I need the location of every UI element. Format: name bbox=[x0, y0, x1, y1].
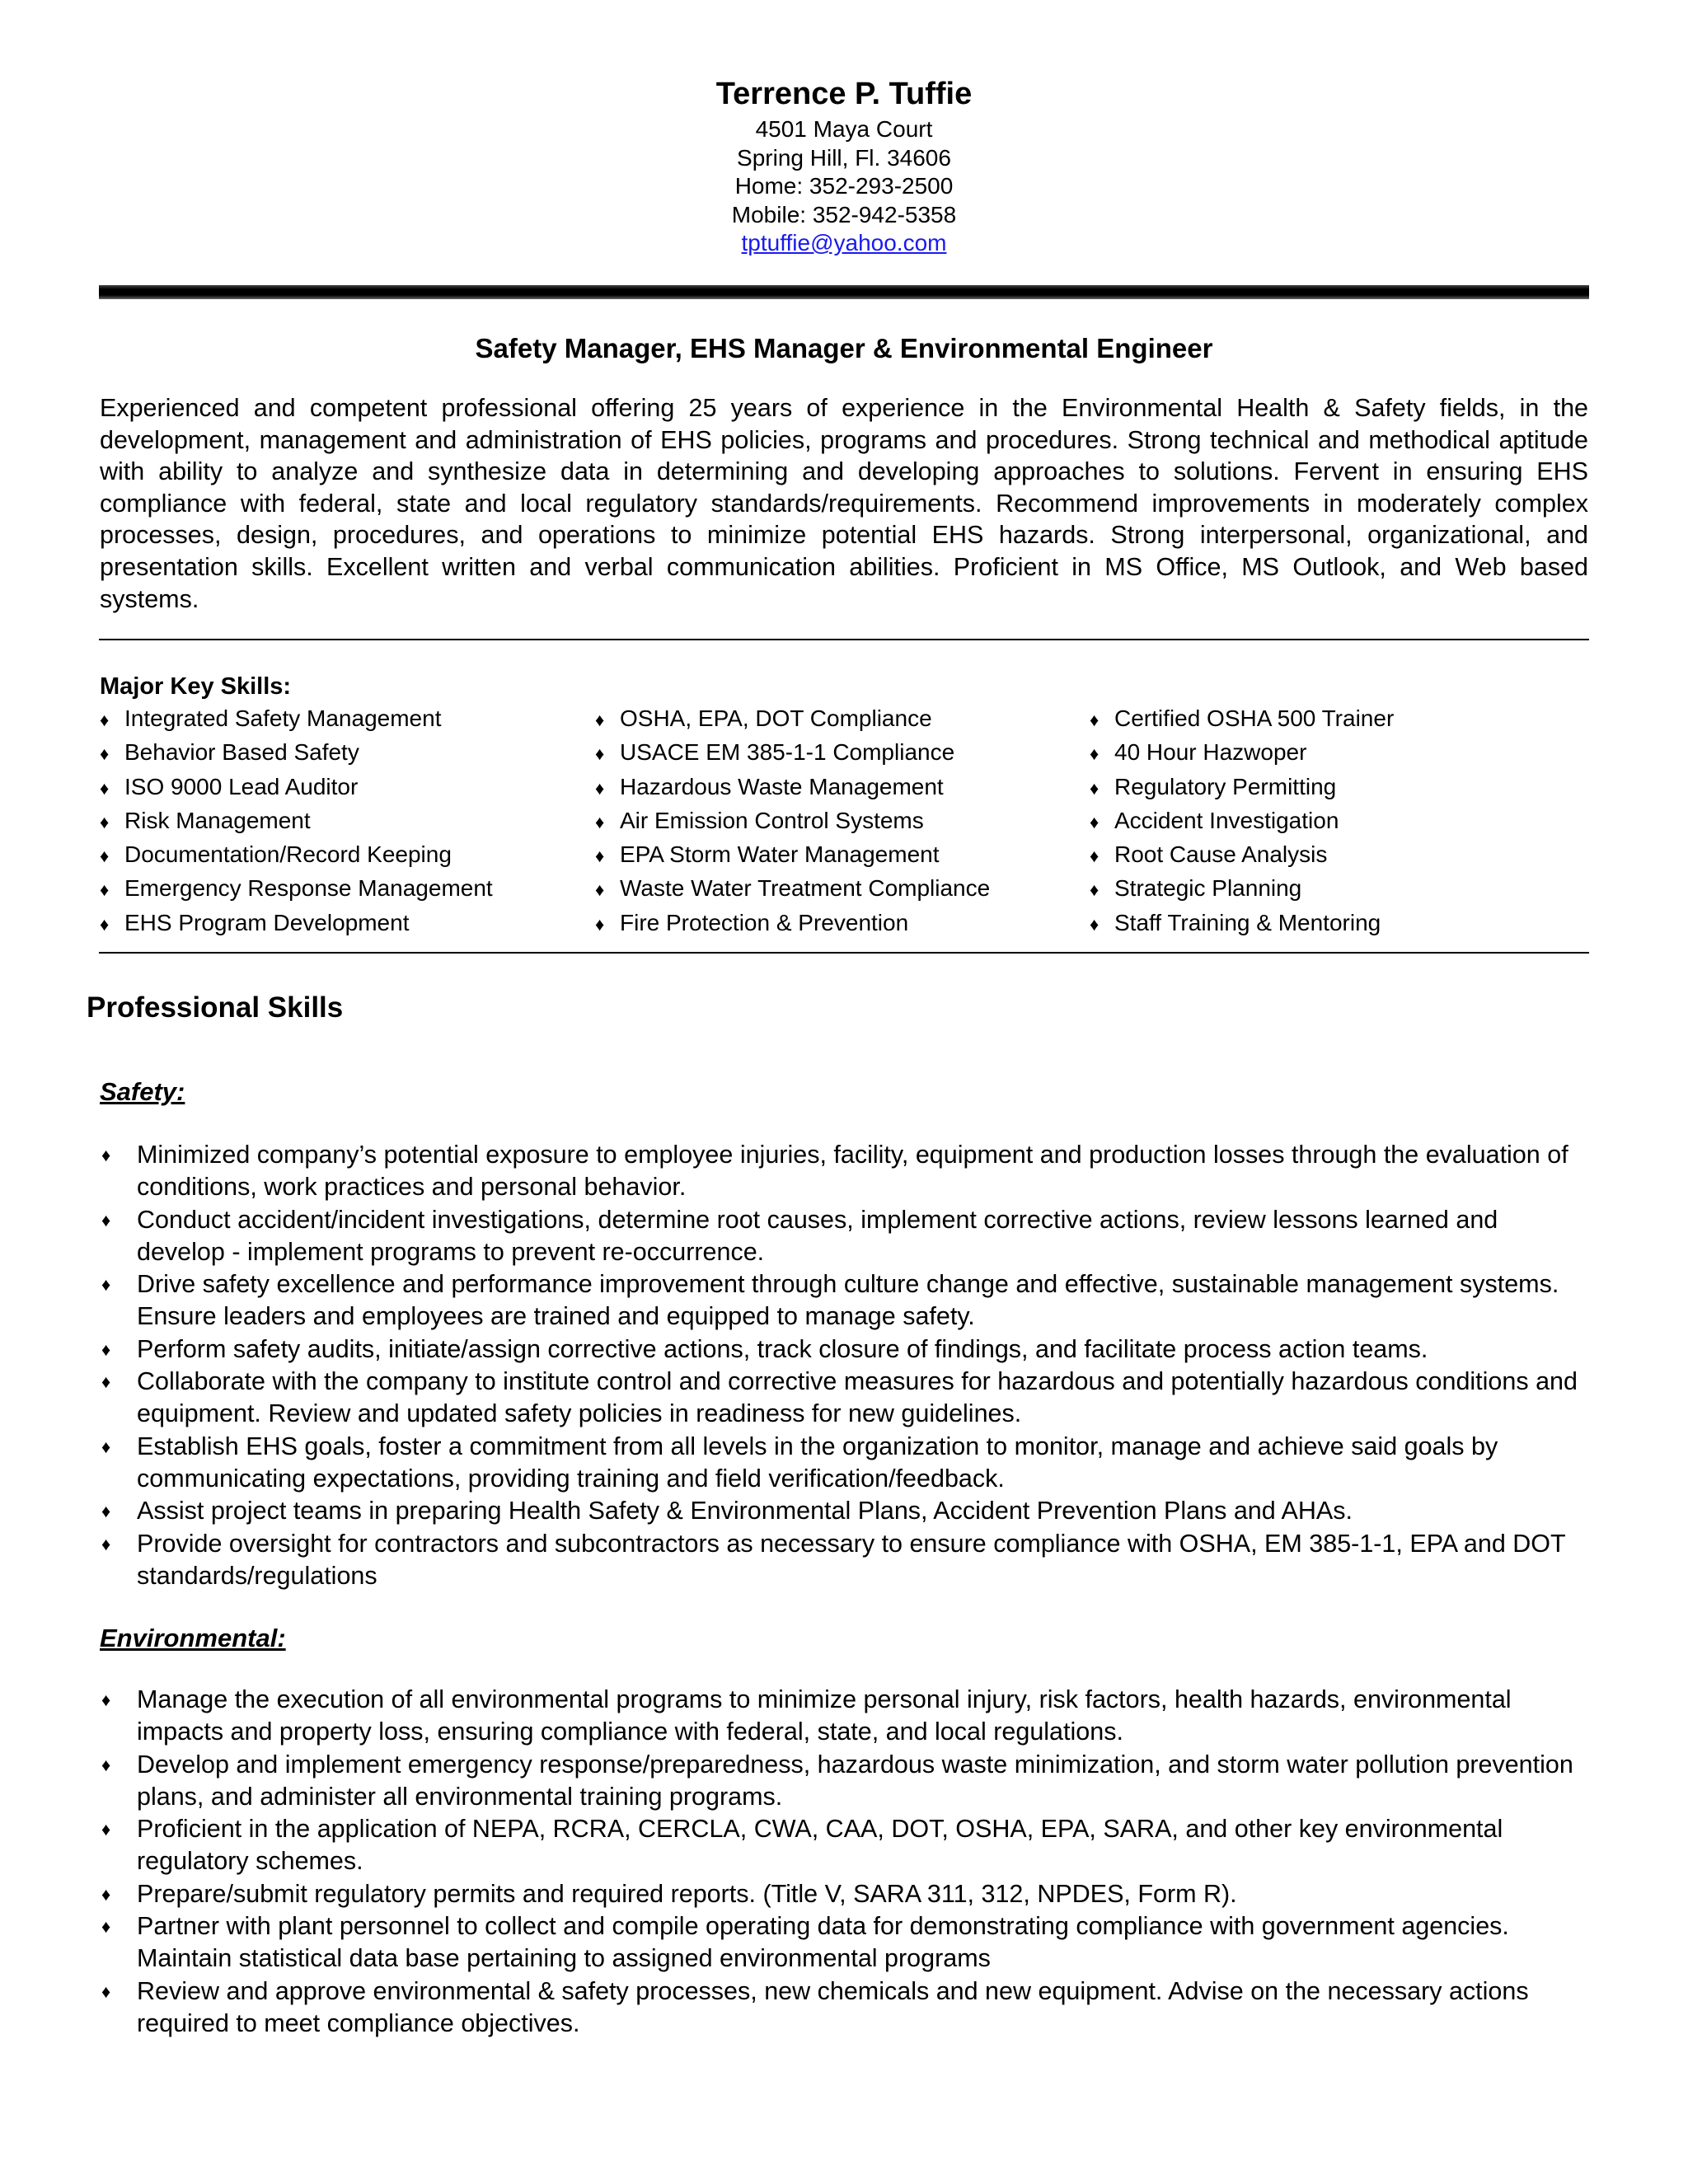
street-address: 4501 Maya Court bbox=[755, 116, 933, 142]
key-skill-item: ♦ Root Cause Analysis bbox=[1090, 838, 1394, 872]
list-item: ♦ Proficient in the application of NEPA, RCRA, CERCLA, CWA, CAA, DOT, OSHA, EPA, SARA, and other key environmental regulatory schemes. bbox=[101, 1815, 1503, 1876]
diamond-bullet-icon: ♦ bbox=[1090, 913, 1100, 935]
diamond-bullet-icon: ♦ bbox=[595, 811, 605, 832]
diamond-bullet-icon: ♦ bbox=[100, 879, 110, 901]
diamond-bullet-icon: ♦ bbox=[595, 777, 605, 799]
key-skill-item: ♦ Certified OSHA 500 Trainer bbox=[1090, 702, 1394, 736]
diamond-bullet-icon: ♦ bbox=[1090, 743, 1100, 765]
list-item: ♦ Prepare/submit regulatory permits and required reports. (Title V, SARA 311, 312, NPDES, Form R). bbox=[100, 1878, 1592, 1910]
key-skill-item: ♦ ISO 9000 Lead Auditor bbox=[100, 771, 493, 804]
candidate-name: Terrence P. Tuffie bbox=[715, 77, 973, 111]
diamond-bullet-icon: ♦ bbox=[101, 1533, 111, 1554]
diamond-bullet-icon: ♦ bbox=[1090, 710, 1100, 730]
list-item: ♦ Develop and implement emergency response/preparedness, hazardous waste minimization, and storm water pollution prevention plans, and administer all environmental training programs. bbox=[101, 1750, 1573, 1811]
diamond-bullet-icon: ♦ bbox=[1090, 879, 1100, 901]
diamond-bullet-icon: ♦ bbox=[100, 777, 110, 799]
key-skill-item: ♦ Behavior Based Safety bbox=[100, 736, 493, 770]
diamond-bullet-icon: ♦ bbox=[595, 710, 605, 730]
diamond-bullet-icon: ♦ bbox=[101, 1338, 111, 1360]
diamond-bullet-icon: ♦ bbox=[101, 1690, 111, 1710]
key-skill-item: ♦ Air Emission Control Systems bbox=[595, 804, 990, 838]
diamond-bullet-icon: ♦ bbox=[100, 811, 110, 832]
diamond-bullet-icon: ♦ bbox=[101, 1274, 111, 1296]
list-item: ♦ Establish EHS goals, foster a commitment from all levels in the organization to monitor, manage and achieve said goals by communicating expectations, providing training and field verification/feedback. bbox=[101, 1432, 1498, 1493]
professional-headline: Safety Manager, EHS Manager & Environmental Engineer bbox=[475, 333, 1213, 363]
diamond-bullet-icon: ♦ bbox=[101, 1436, 111, 1457]
diamond-bullet-icon: ♦ bbox=[1090, 811, 1100, 832]
skills-divider bbox=[99, 952, 1589, 954]
diamond-bullet-icon: ♦ bbox=[101, 1819, 111, 1840]
diamond-bullet-icon: ♦ bbox=[101, 1754, 111, 1775]
summary-paragraph: Experienced and competent professional offering 25 years of experience in the Environmental Health & Safety fields, in the development, management and administration of EHS policies, programs and procedures. Strong technical and methodical aptitude with ability to analyze and synthesize data in determining and developing approaches to solutions. Fervent in ensuring EHS compliance with federal, state and local regulatory standards/requirements. Recommend improvements in moderately complex processes, design, procedures, and operations to minimize potential EHS hazards. Strong interpersonal, organizational, and presentation skills. Excellent written and verbal communication abilities. Proficient in MS Office, MS Outlook, and Web based systems. bbox=[100, 394, 1588, 613]
safety-subtitle: Safety: bbox=[100, 1077, 185, 1106]
key-skill-item: ♦ Waste Water Treatment Compliance bbox=[595, 872, 990, 906]
diamond-bullet-icon: ♦ bbox=[1090, 846, 1100, 867]
diamond-bullet-icon: ♦ bbox=[595, 846, 605, 867]
key-skill-item: ♦ EPA Storm Water Management bbox=[595, 838, 990, 872]
key-skill-item: ♦ Regulatory Permitting bbox=[1090, 771, 1394, 804]
key-skill-item: ♦ Fire Protection & Prevention bbox=[595, 907, 990, 940]
key-skill-item: ♦ Integrated Safety Management bbox=[100, 702, 493, 736]
safety-bullet-list bbox=[100, 1139, 1592, 1592]
list-item: ♦ Collaborate with the company to institute control and corrective measures for hazardous and potentially hazardous conditions and equipment. Review and updated safety policies in readiness for new guidelines. bbox=[101, 1367, 1578, 1428]
list-item: ♦ Assist project teams in preparing Health Safety & Environmental Plans, Accident Prevention Plans and AHAs. bbox=[100, 1495, 1592, 1527]
list-item: ♦ Partner with plant personnel to collect and compile operating data for demonstrating compliance with government agencies. Maintain statistical data base pertaining to assigned environmental programs bbox=[101, 1912, 1509, 1973]
email-link[interactable]: tptuffie@yahoo.com bbox=[741, 230, 947, 255]
key-skill-item: ♦ Accident Investigation bbox=[1090, 804, 1394, 838]
diamond-bullet-icon: ♦ bbox=[100, 846, 110, 867]
diamond-bullet-icon: ♦ bbox=[100, 743, 110, 765]
mobile-phone: Mobile: 352-942-5358 bbox=[731, 201, 957, 227]
diamond-bullet-icon: ♦ bbox=[101, 1209, 111, 1230]
key-skill-item: ♦ Documentation/Record Keeping bbox=[100, 838, 493, 872]
diamond-bullet-icon: ♦ bbox=[100, 710, 110, 730]
diamond-bullet-icon: ♦ bbox=[595, 913, 605, 935]
summary-divider bbox=[99, 639, 1589, 640]
list-item: ♦ Provide oversight for contractors and subcontractors as necessary to ensure compliance with OSHA, EM 385-1-1, EPA and DOT standards/regulations bbox=[101, 1529, 1566, 1590]
diamond-bullet-icon: ♦ bbox=[101, 1371, 111, 1393]
list-item: ♦ Drive safety excellence and performance improvement through culture change and effective, sustainable management systems. Ensure leaders and employees are trained and equipped to manage safety. bbox=[101, 1270, 1559, 1331]
diamond-bullet-icon: ♦ bbox=[101, 1501, 111, 1522]
contact-header bbox=[0, 73, 1688, 258]
diamond-bullet-icon: ♦ bbox=[100, 913, 110, 935]
list-item: ♦ Manage the execution of all environmental programs to minimize personal injury, risk factors, health hazards, environmental impacts and property loss, ensuring compliance with federal, state, and local regulations. bbox=[101, 1685, 1512, 1746]
list-item: ♦ Minimized company’s potential exposure to employee injuries, facility, equipment and production losses through the evaluation of conditions, work practices and personal behavior. bbox=[101, 1141, 1568, 1202]
city-state-zip: Spring Hill, Fl. 34606 bbox=[737, 144, 951, 171]
environmental-subtitle: Environmental: bbox=[100, 1624, 286, 1652]
key-skill-item: ♦ USACE EM 385-1-1 Compliance bbox=[595, 736, 990, 770]
key-skill-item: ♦ OSHA, EPA, DOT Compliance bbox=[595, 702, 990, 736]
diamond-bullet-icon: ♦ bbox=[101, 1145, 111, 1165]
diamond-bullet-icon: ♦ bbox=[1090, 777, 1100, 799]
key-skill-item: ♦ Emergency Response Management bbox=[100, 872, 493, 906]
diamond-bullet-icon: ♦ bbox=[595, 743, 605, 765]
key-skills-title: Major Key Skills: bbox=[100, 673, 292, 700]
key-skill-item: ♦ Risk Management bbox=[100, 804, 493, 838]
diamond-bullet-icon: ♦ bbox=[101, 1980, 111, 2002]
diamond-bullet-icon: ♦ bbox=[101, 1883, 111, 1905]
key-skill-item: ♦ Strategic Planning bbox=[1090, 872, 1394, 906]
diamond-bullet-icon: ♦ bbox=[101, 1916, 111, 1938]
key-skill-item: ♦ 40 Hour Hazwoper bbox=[1090, 736, 1394, 770]
key-skill-item: ♦ EHS Program Development bbox=[100, 907, 493, 940]
environmental-bullet-list bbox=[100, 1684, 1592, 2040]
key-skills-column-1 bbox=[100, 702, 493, 940]
key-skill-item: ♦ Staff Training & Mentoring bbox=[1090, 907, 1394, 940]
header-divider bbox=[99, 285, 1589, 299]
key-skills-column-3 bbox=[1090, 702, 1394, 940]
professional-skills-title: Professional Skills bbox=[87, 991, 344, 1024]
key-skills-column-2 bbox=[595, 702, 990, 940]
list-item: ♦ Conduct accident/incident investigations, determine root causes, implement corrective actions, review lessons learned and develop - implement programs to prevent re-occurrence. bbox=[101, 1205, 1498, 1266]
list-item: ♦ Perform safety audits, initiate/assign corrective actions, track closure of findings, and facilitate process action teams. bbox=[100, 1333, 1592, 1366]
key-skill-item: ♦ Hazardous Waste Management bbox=[595, 771, 990, 804]
diamond-bullet-icon: ♦ bbox=[595, 879, 605, 901]
list-item: ♦ Review and approve environmental & safety processes, new chemicals and new equipment. Advise on the necessary actions required to meet compliance objectives. bbox=[101, 1976, 1529, 2037]
home-phone: Home: 352-293-2500 bbox=[734, 173, 954, 199]
